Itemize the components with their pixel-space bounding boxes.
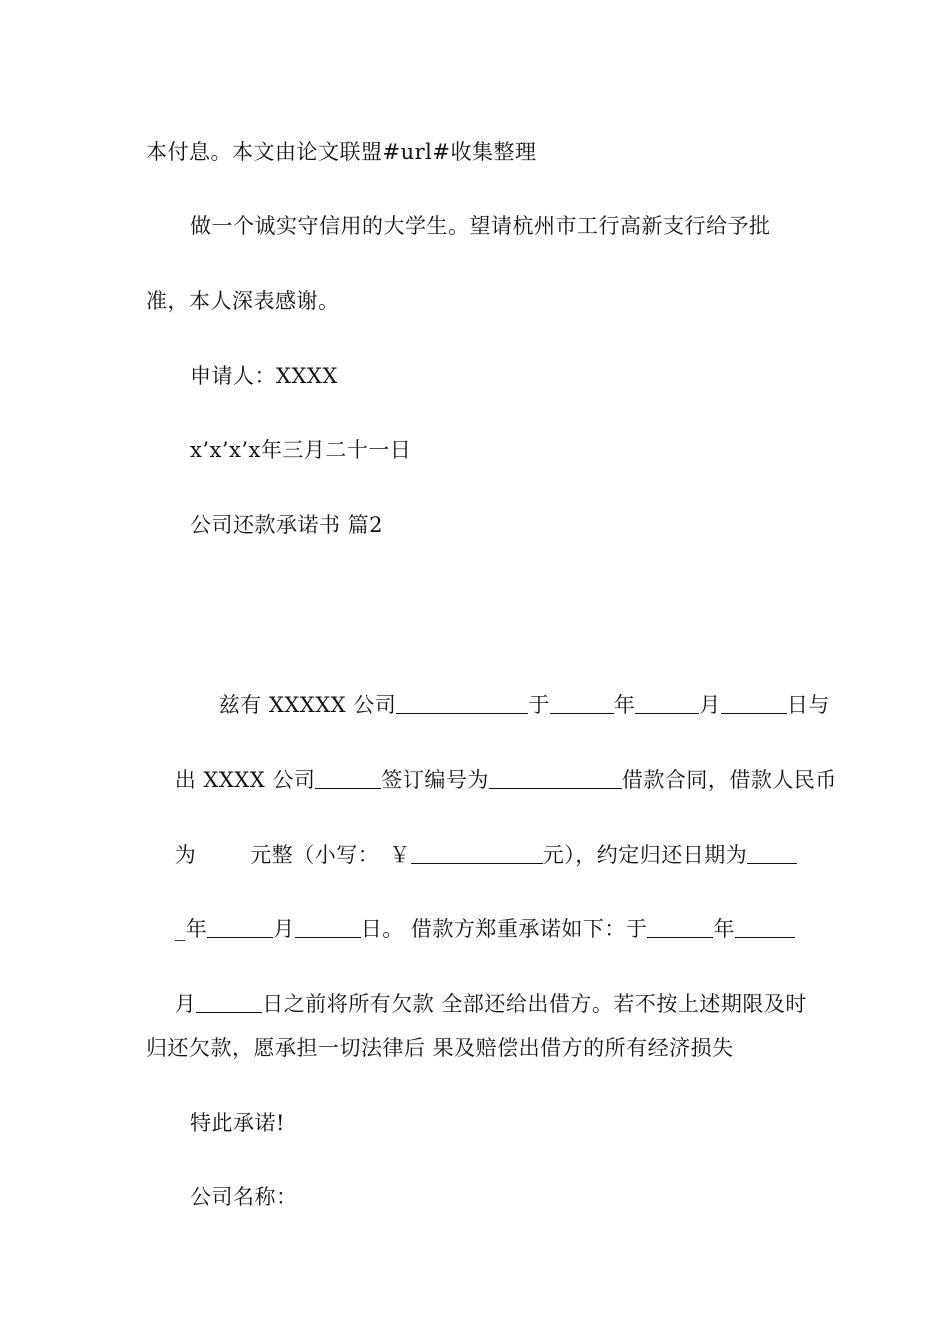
fill-blank xyxy=(207,915,273,938)
body-text: 日。 借款方郑重承诺如下：于 xyxy=(360,917,648,941)
paragraph-text: 本付息。本文由论文联盟#url#收集整理 xyxy=(146,140,537,164)
body-text: 年 xyxy=(713,917,735,941)
body-text: 月 xyxy=(174,992,197,1016)
date-line: x’x’x’x年三月二十一日 xyxy=(190,438,412,462)
body-text: 出 XXXX 公司 xyxy=(174,768,316,792)
fill-blank xyxy=(196,990,262,1013)
body-text: 兹有 XXXXX 公司 xyxy=(218,693,397,717)
body-text: 年 xyxy=(613,693,636,717)
body-line: 归还欠款，愿承担一切法律后 果及赔偿出借方的所有经济损失 xyxy=(146,1036,734,1060)
body-text: _年 xyxy=(174,917,208,941)
body-text: 于 xyxy=(528,693,550,717)
body-text: 月 xyxy=(699,693,721,717)
fill-blank xyxy=(396,691,528,714)
body-text: 日与 xyxy=(786,693,830,717)
fill-blank xyxy=(747,841,797,864)
closing-line: 特此承诺! xyxy=(190,1111,285,1135)
fill-blank xyxy=(721,691,787,714)
body-text: 签订编号为 xyxy=(381,768,489,792)
body-text: 日之前将所有欠款 全部还给出借方。若不按上述期限及时 xyxy=(262,992,807,1016)
fill-blank xyxy=(647,915,713,938)
fill-blank xyxy=(550,691,614,714)
fill-blank xyxy=(735,915,795,938)
fill-blank xyxy=(315,766,381,789)
paragraph-text: 准，本人深表感谢。 xyxy=(146,289,340,313)
body-text: 元整（小写： xyxy=(250,843,380,867)
body-text: 月 xyxy=(273,917,295,941)
body-text: ￥ xyxy=(389,843,411,867)
paragraph-text: 做一个诚实守信用的大学生。望请杭州市工行高新支行给予批 xyxy=(190,214,771,238)
fill-blank xyxy=(635,691,699,714)
fill-blank xyxy=(489,766,622,789)
company-name-label: 公司名称： xyxy=(190,1185,298,1209)
section-heading: 公司还款承诺书 篇2 xyxy=(190,513,384,537)
fill-blank xyxy=(295,915,361,938)
fill-blank xyxy=(411,841,543,864)
body-text: 借款合同，借款人民币 xyxy=(621,768,837,792)
body-text: 元），约定归还日期为 xyxy=(542,843,748,867)
applicant-line: 申请人：XXXX xyxy=(190,364,338,388)
body-text: 为 xyxy=(174,843,197,867)
